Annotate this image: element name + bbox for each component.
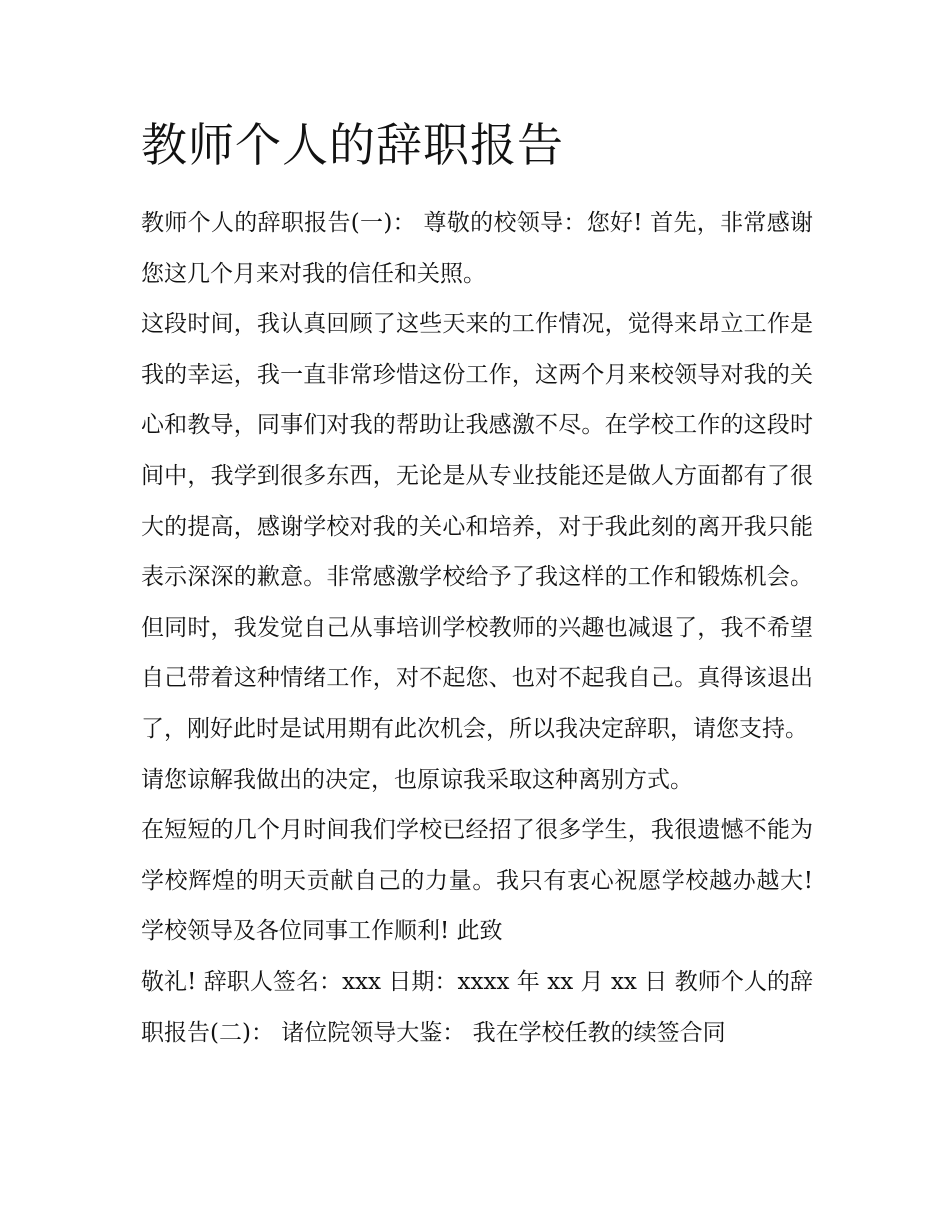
paragraph-4: 在短短的几个月时间我们学校已经招了很多学生，我很遗憾不能为学校辉煌的明天贡献自己的力量。我只有衷心祝愿学校越办越大!学校领导及各位同事工作顺利! 此致: [141, 817, 813, 945]
document-page: [141, 112, 813, 1058]
paragraph-5: 敬礼! 辞职人签名：xxx 日期：xxxx 年 xx 月 xx 日 教师个人的辞职报告(二)： 诸位院领导大鉴： 我在学校任教的续签合同: [141, 968, 813, 1046]
paragraph-3: 请您谅解我做出的决定，也原谅我采取这种离别方式。: [141, 766, 693, 793]
paragraph-2: 这段时间，我认真回顾了这些天来的工作情况，觉得来昂立工作是我的幸运，我一直非常珍惜这份工作，这两个月来校领导对我的关心和教导，同事们对我的帮助让我感激不尽。在学校工作的这段时间中，我学到很多东西，无论是从专业技能还是做人方面都有了很大的提高，感谢学校对我的关心和培养，对于我此刻的离开我只能表示深深的歉意。非常感激学校给予了我这样的工作和锻炼机会。但同时，我发觉自己从事培训学校教师的兴趣也减退了，我不希望自己带着这种情绪工作，对不起您、也对不起我自己。真得该退出了，刚好此时是试用期有此次机会，所以我决定辞职，请您支持。: [141, 311, 813, 742]
paragraph-1: 教师个人的辞职报告(一)： 尊敬的校领导：您好! 首先，非常感谢您这几个月来对我的信任和关照。: [141, 210, 813, 287]
document-title: 教师个人的辞职报告: [141, 118, 564, 172]
